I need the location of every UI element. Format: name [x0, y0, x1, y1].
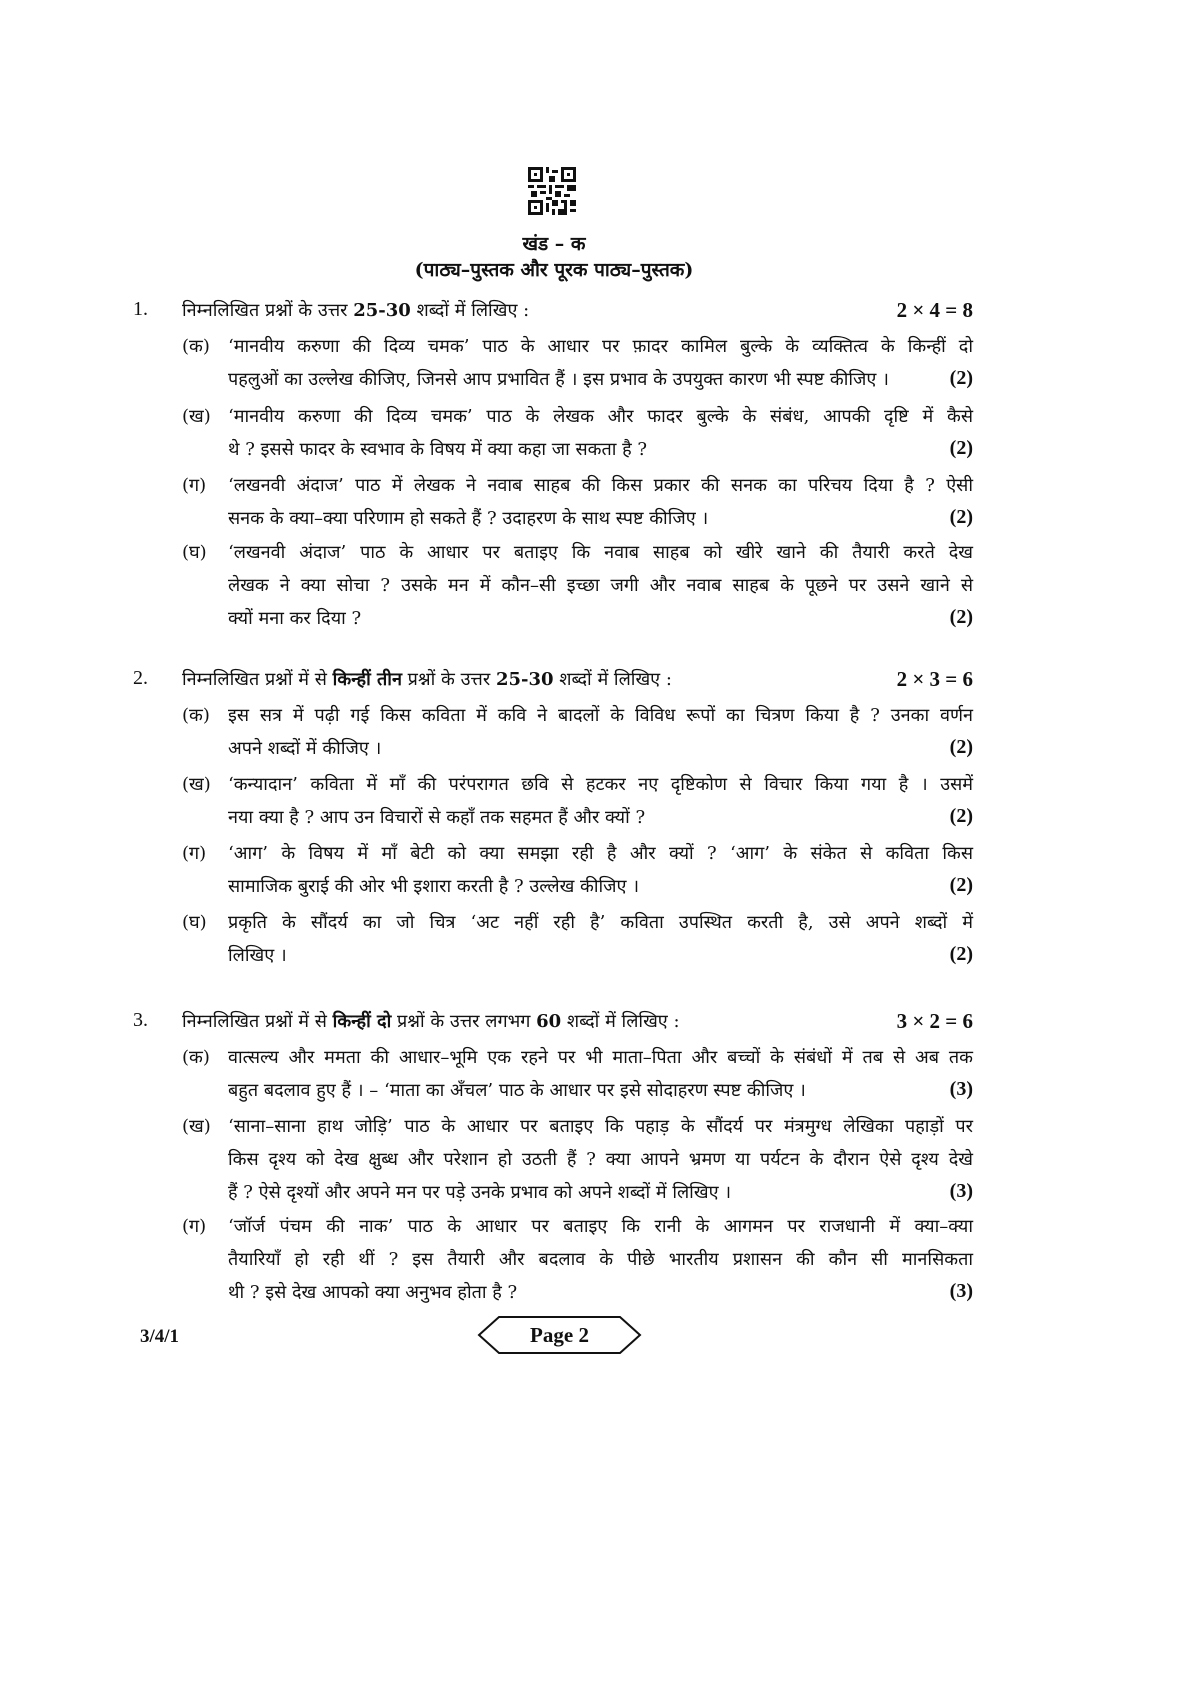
part-text-line: ‘जॉर्ज पंचम की नाक’ पाठ के आधार पर बताइए कि रानी के आगमन पर राजधानी में क्या–क्या [228, 1216, 973, 1237]
paper-code: 3/4/1 [140, 1326, 180, 1347]
part-text-line: थे ? इससे फादर के स्वभाव के विषय में क्या कहा जा सकता है ? [228, 439, 648, 460]
qr-code-icon [528, 167, 576, 215]
part-text-line: सनक के क्या–क्या परिणाम हो सकते हैं ? उदाहरण के साथ स्पष्ट कीजिए । [228, 508, 709, 529]
part-text-line: किस दृश्य को देख क्षुब्ध और परेशान हो उठती हैं ? क्या आपने भ्रमण या पर्यटन के दौरान ऐसे दृश्य देखे [228, 1149, 973, 1170]
question-number: 1. [133, 298, 148, 320]
part-label: (ख) [182, 774, 211, 795]
part-text-line: ‘आग’ के विषय में माँ बेटी को क्या समझा रही है और क्यों ? ‘आग’ के संकेत से कविता किस [228, 843, 973, 864]
part-text-line: हैं ? ऐसे दृश्यों और अपने मन पर पड़े उनके प्रभाव को अपने शब्दों में लिखिए । [228, 1182, 732, 1203]
part-marks: (3) [949, 1078, 973, 1100]
question-instruction: निम्नलिखित प्रश्नों में से किन्हीं तीन प्रश्नों के उत्तर 25-30 शब्दों में लिखिए : [182, 669, 672, 690]
page-number-badge [477, 1315, 642, 1355]
question-1-header [0, 298, 1190, 328]
part-text-line: ‘साना–साना हाथ जोड़ि’ पाठ के आधार पर बताइए कि पहाड़ के सौंदर्य पर मंत्रमुग्ध लेखिका पहाड़ों पर [228, 1116, 973, 1137]
part-text-line: लेखक ने क्या सोचा ? उसके मन में कौन–सी इच्छा जगी और नवाब साहब के पूछने पर उसने खाने से [228, 575, 973, 596]
part-label: (क) [182, 336, 210, 357]
part-label: (क) [182, 1047, 210, 1068]
part-label: (ख) [182, 406, 211, 427]
part-text-line: सामाजिक बुराई की ओर भी इशारा करती है ? उल्लेख कीजिए । [228, 876, 640, 897]
part-marks: (2) [949, 805, 973, 827]
part-label: (ख) [182, 1116, 211, 1137]
question-number: 2. [133, 667, 148, 689]
part-marks: (2) [949, 874, 973, 896]
section-title: खंड – क [522, 233, 586, 255]
part-text-line: ‘मानवीय करुणा की दिव्य चमक’ पाठ के लेखक और फादर बुल्के के संबंध, आपकी दृष्टि में कैसे [228, 406, 973, 427]
part-marks: (2) [949, 506, 973, 528]
part-text-line: ‘कन्यादान’ कविता में माँ की परंपरागत छवि से हटकर नए दृष्टिकोण से विचार किया गया है । उसमें [228, 774, 973, 795]
section-subtitle: (पाठ्य–पुस्तक और पूरक पाठ्य–पुस्तक) [414, 259, 694, 281]
part-text-line: तैयारियाँ हो रही थीं ? इस तैयारी और बदलाव के पीछे भारतीय प्रशासन की कौन सी मानसिकता [228, 1249, 973, 1270]
part-text-line: लिखिए । [228, 945, 287, 966]
question-instruction: निम्नलिखित प्रश्नों के उत्तर 25-30 शब्दों में लिखिए : [182, 300, 530, 321]
part-marks: (2) [949, 943, 973, 965]
part-text-line: ‘मानवीय करुणा की दिव्य चमक’ पाठ के आधार पर फ़ादर कामिल बुल्के के व्यक्तित्व के किन्हीं दो [228, 336, 973, 357]
part-label: (ग) [182, 1216, 207, 1237]
question-2-header [0, 667, 1190, 697]
part-label: (क) [182, 705, 210, 726]
part-text-line: अपने शब्दों में कीजिए । [228, 738, 382, 759]
part-text-line: ‘लखनवी अंदाज’ पाठ के आधार पर बताइए कि नवाब साहब को खीरे खाने की तैयारी करते देख [228, 542, 973, 563]
question-marks: 3 × 2 = 6 [896, 1009, 973, 1033]
part-marks: (2) [949, 437, 973, 459]
part-text-line: इस सत्र में पढ़ी गई किस कविता में कवि ने बादलों के विविध रूपों का चित्रण किया है ? उनका वर्णन [228, 705, 973, 726]
part-marks: (2) [949, 606, 973, 628]
part-label: (घ) [182, 542, 207, 563]
part-label: (घ) [182, 912, 207, 933]
part-text-line: क्यों मना कर दिया ? [228, 608, 362, 629]
part-text-line: बहुत बदलाव हुए हैं । – ‘माता का अँचल’ पाठ के आधार पर इसे सोदाहरण स्पष्ट कीजिए । [228, 1080, 806, 1101]
question-3-header [0, 1009, 1190, 1039]
part-text-line: वात्सल्य और ममता की आधार–भूमि एक रहने पर भी माता–पिता और बच्चों के संबंधों में तब से अब तक [228, 1047, 973, 1068]
question-marks: 2 × 4 = 8 [896, 298, 973, 322]
part-text-line: ‘लखनवी अंदाज’ पाठ में लेखक ने नवाब साहब की किस प्रकार की सनक का परिचय दिया है ? ऐसी [228, 475, 973, 496]
question-marks: 2 × 3 = 6 [896, 667, 973, 691]
part-text-line: थी ? इसे देख आपको क्या अनुभव होता है ? [228, 1282, 518, 1303]
part-marks: (3) [949, 1280, 973, 1302]
part-label: (ग) [182, 475, 207, 496]
part-marks: (2) [949, 736, 973, 758]
page-number: Page 2 [530, 1323, 589, 1347]
part-marks: (2) [949, 367, 973, 389]
question-number: 3. [133, 1009, 148, 1031]
part-label: (ग) [182, 843, 207, 864]
question-instruction: निम्नलिखित प्रश्नों में से किन्हीं दो प्रश्नों के उत्तर लगभग 60 शब्दों में लिखिए : [182, 1011, 680, 1032]
part-text-line: पहलुओं का उल्लेख कीजिए, जिनसे आप प्रभावित हैं । इस प्रभाव के उपयुक्त कारण भी स्पष्ट कीजिए । [228, 369, 889, 390]
part-text-line: प्रकृति के सौंदर्य का जो चित्र ‘अट नहीं रही है’ कविता उपस्थित करती है, उसे अपने शब्दों में [228, 912, 973, 933]
part-text-line: नया क्या है ? आप उन विचारों से कहाँ तक सहमत हैं और क्यों ? [228, 807, 646, 828]
part-marks: (3) [949, 1180, 973, 1202]
